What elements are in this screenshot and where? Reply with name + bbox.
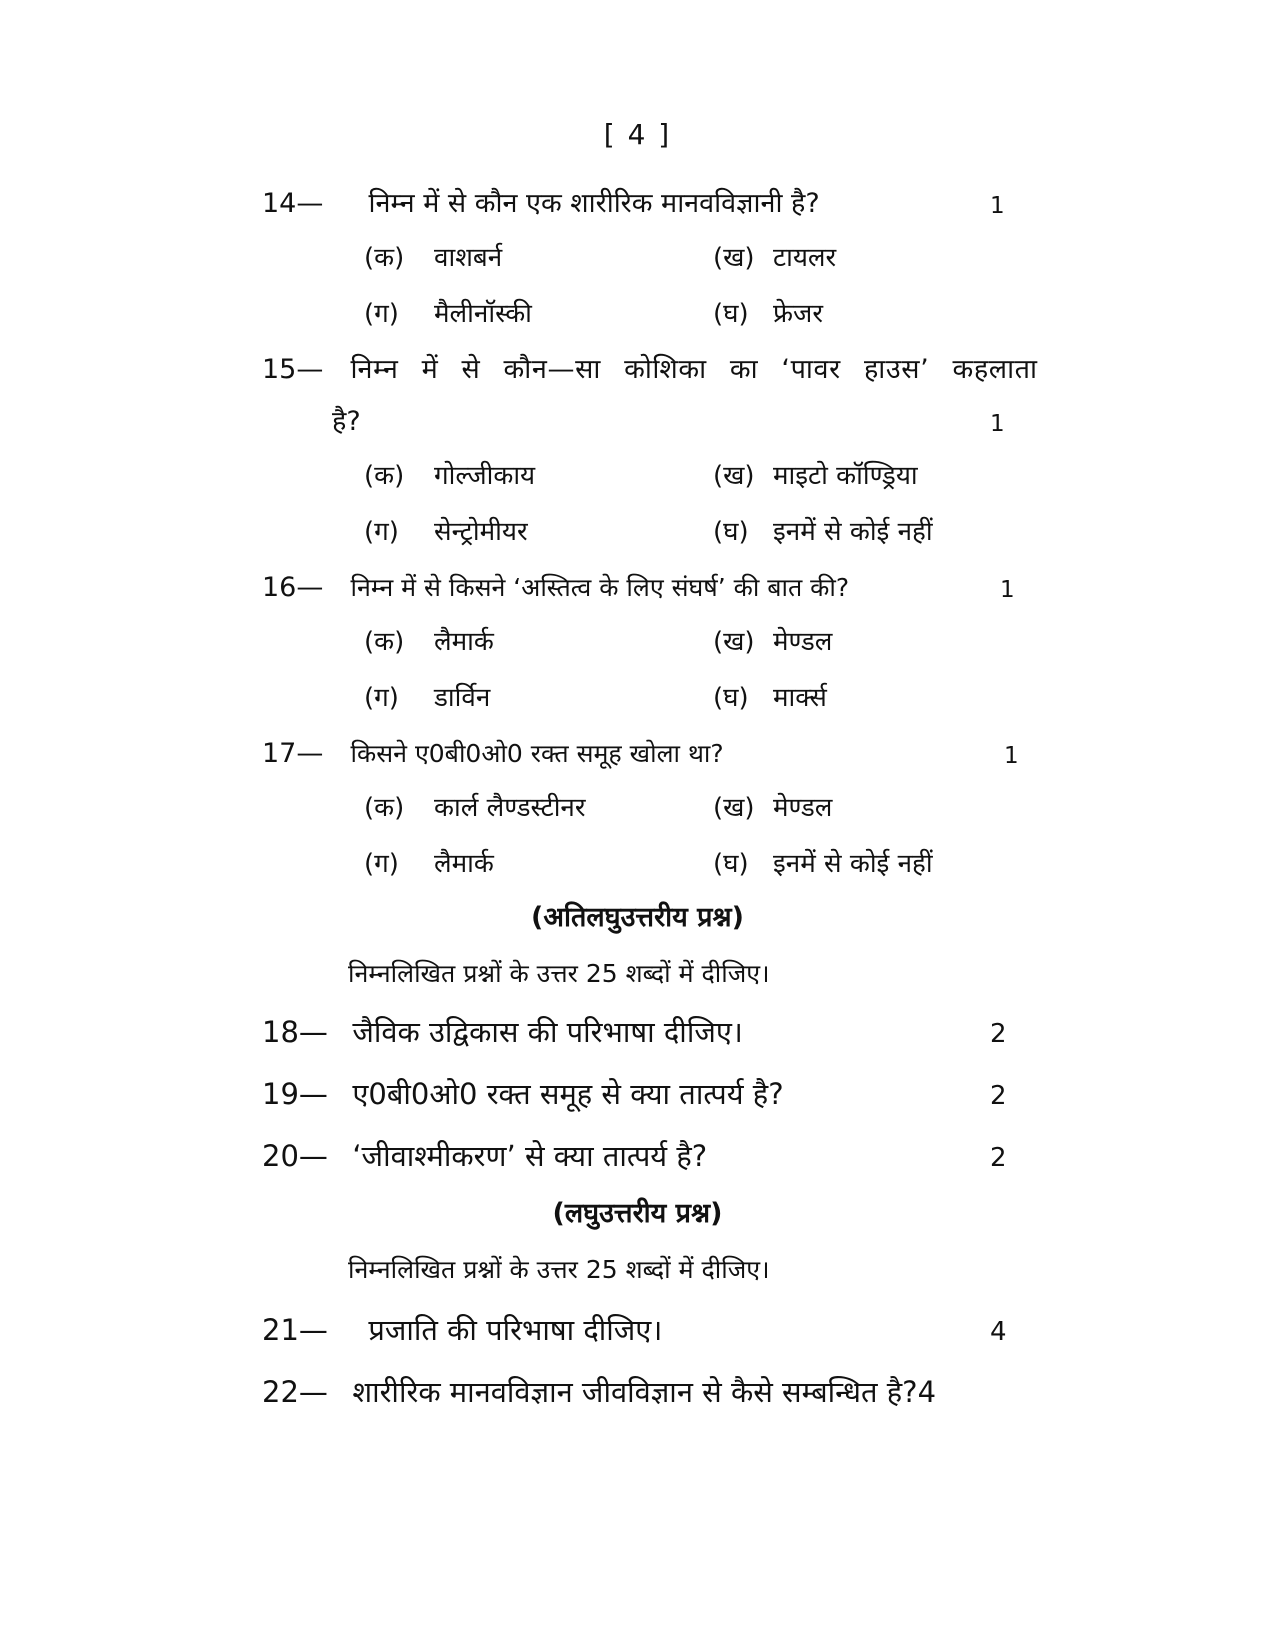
option-key: (क) [364, 243, 405, 273]
option-text: माइटो कॉण्ड्रिया [773, 461, 918, 491]
section-instruction: निम्नलिखित प्रश्नों के उत्तर 25 शब्दों में दीजिए। [348, 1255, 770, 1284]
question-text: किसने ए0बी0ओ0 रक्त समूह खोला था? [350, 739, 724, 768]
question-16 [262, 570, 849, 606]
question-text: शारीरिक मानवविज्ञान जीवविज्ञान से कैसे सम्बन्धित है? [352, 1375, 918, 1409]
option-key: (क) [364, 461, 405, 491]
question-20 [262, 1138, 707, 1174]
question-19 [262, 1076, 784, 1112]
question-text-continued: है? [332, 406, 361, 437]
question-number: 16— [262, 572, 324, 603]
option-key: (ग) [364, 849, 399, 879]
option-kha [713, 790, 832, 826]
option-text: टायलर [773, 243, 837, 273]
option-text: मेण्डल [773, 627, 833, 657]
section-heading-very-short: (अतिलघुउत्तरीय प्रश्न) [531, 902, 744, 933]
question-15 [262, 352, 1038, 388]
question-number: 22— [262, 1375, 328, 1409]
question-marks: 1 [1000, 577, 1015, 603]
question-number: 18— [262, 1015, 328, 1049]
question-text: ए0बी0ओ0 रक्त समूह से क्या तात्पर्य है? [352, 1077, 784, 1111]
option-text: सेन्ट्रोमीयर [434, 517, 528, 547]
question-number: 17— [262, 738, 324, 769]
option-ka [364, 790, 586, 826]
option-key: (घ) [713, 683, 749, 713]
option-key: (ग) [364, 517, 399, 547]
option-text: डार्विन [434, 683, 491, 713]
option-key: (क) [364, 793, 405, 823]
question-17 [262, 736, 724, 772]
option-gha [713, 680, 827, 716]
option-text: इनमें से कोई नहीं [773, 849, 933, 879]
question-text: निम्न में से कौन—सा कोशिका का ‘पावर हाउस’ कहलाता [350, 354, 1038, 385]
option-key: (घ) [713, 299, 749, 329]
question-marks: 1 [990, 193, 1005, 219]
option-key: (क) [364, 627, 405, 657]
option-text: लैमार्क [434, 849, 494, 879]
section-heading-short: (लघुउत्तरीय प्रश्न) [552, 1198, 723, 1229]
option-text: मार्क्स [773, 683, 827, 713]
question-text: ‘जीवाश्मीकरण’ से क्या तात्पर्य है? [352, 1139, 708, 1173]
question-text: जैविक उद्विकास की परिभाषा दीजिए। [352, 1015, 743, 1049]
option-key: (ख) [713, 627, 755, 657]
question-14 [262, 186, 820, 222]
question-marks: 2 [990, 1081, 1007, 1111]
section-instruction: निम्नलिखित प्रश्नों के उत्तर 25 शब्दों में दीजिए। [348, 959, 770, 988]
option-text: मेण्डल [773, 793, 833, 823]
question-marks: 1 [1004, 743, 1019, 769]
question-21 [262, 1312, 662, 1348]
question-text: निम्न में से कौन एक शारीरिक मानवविज्ञानी है? [368, 188, 820, 219]
option-ga [364, 846, 494, 882]
question-marks: 4 [990, 1317, 1007, 1347]
question-number: 15— [262, 354, 324, 385]
question-marks: 2 [990, 1019, 1007, 1049]
option-key: (ख) [713, 461, 755, 491]
option-kha [713, 624, 832, 660]
option-text: गोल्जीकाय [434, 461, 536, 491]
option-gha [713, 514, 933, 550]
question-marks: 2 [990, 1143, 1007, 1173]
option-ga [364, 514, 528, 550]
option-text: लैमार्क [434, 627, 494, 657]
question-number: 14— [262, 188, 324, 219]
option-ka [364, 240, 502, 276]
option-text: मैलीनॉस्की [434, 299, 532, 329]
option-key: (घ) [713, 517, 749, 547]
question-marks: 1 [990, 411, 1005, 437]
option-gha [713, 296, 823, 332]
question-text: प्रजाति की परिभाषा दीजिए। [368, 1313, 663, 1347]
option-key: (ख) [713, 243, 755, 273]
question-marks: 4 [917, 1375, 937, 1409]
option-key: (ख) [713, 793, 755, 823]
option-kha [713, 458, 918, 494]
question-18 [262, 1014, 743, 1050]
option-text: कार्ल लैण्डस्टीनर [434, 793, 586, 823]
option-kha [713, 240, 836, 276]
question-22 [262, 1374, 936, 1410]
question-number: 21— [262, 1313, 328, 1347]
question-number: 19— [262, 1077, 328, 1111]
option-ka [364, 458, 535, 494]
question-number: 20— [262, 1139, 328, 1173]
option-key: (ग) [364, 299, 399, 329]
page-number: [ 4 ] [603, 118, 672, 151]
option-key: (घ) [713, 849, 749, 879]
option-ga [364, 680, 490, 716]
option-ka [364, 624, 494, 660]
option-gha [713, 846, 933, 882]
option-ga [364, 296, 532, 332]
option-key: (ग) [364, 683, 399, 713]
question-text: निम्न में से किसने ‘अस्तित्व के लिए संघर्ष’ की बात की? [350, 573, 850, 602]
option-text: इनमें से कोई नहीं [773, 517, 933, 547]
option-text: वाशबर्न [434, 243, 503, 273]
option-text: फ्रेजर [773, 299, 823, 329]
